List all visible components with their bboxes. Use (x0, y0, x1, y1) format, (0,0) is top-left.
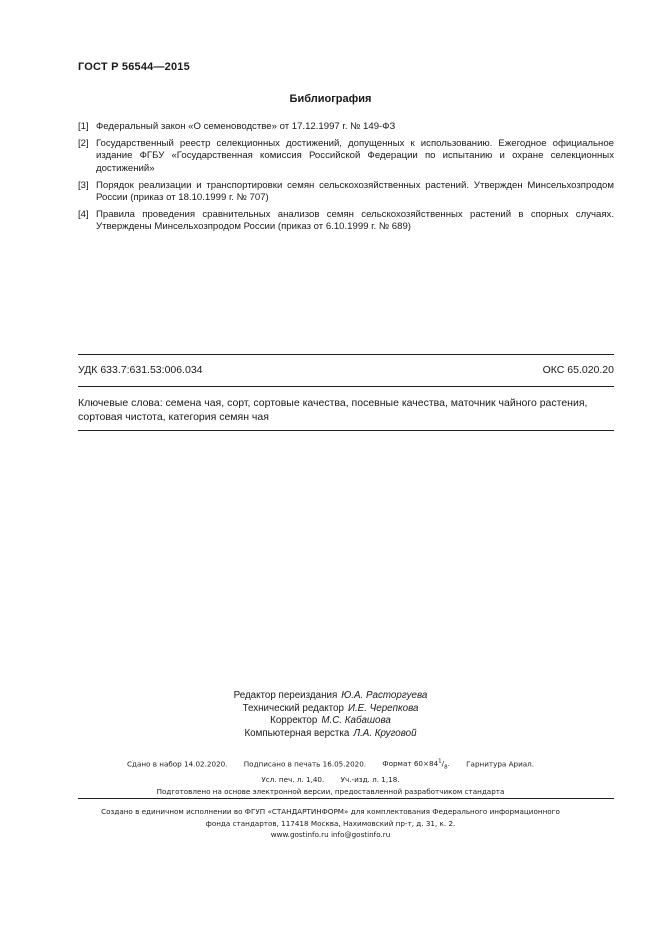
editor-name: М.С. Кабашова (321, 715, 391, 727)
divider-middle (78, 386, 614, 387)
keywords: Ключевые слова: семена чая, сорт, сортовые качества, посевные качества, маточник чайного растения, сортовая чистота, категория семян чая (78, 397, 588, 423)
editor-line (0, 728, 661, 741)
paper-format-text: Формат 60×84 (382, 759, 439, 769)
imprint-line-2 (0, 774, 661, 786)
editor-role: Компьютерная верстка (244, 727, 350, 739)
editor-role: Технический редактор (242, 702, 344, 714)
bibliography-item-text: Государственный реестр селекционных достижений, допущенных к использованию. Ежегодное официальное издание ФГБУ «Государственная комиссия Российской Федерации по испытанию и охране селекционных достижений» (96, 138, 614, 174)
typeface: Гарнитура Ариал. (466, 759, 535, 769)
paper-format-denominator: 8 (444, 764, 448, 771)
footer-contacts (0, 829, 661, 841)
document-code: ГОСТ Р 56544—2015 (78, 61, 190, 73)
bibliography-item (78, 121, 614, 133)
bibliography-item-text: Порядок реализации и транспортировки семян сельскохозяйственных растений. Утвержден Минсельхозпродом России (приказ от 18.10.1999 г. № 707) (96, 179, 614, 204)
divider-bottom (78, 430, 614, 431)
editor-role: Редактор переиздания (233, 690, 338, 701)
editor-role: Корректор (270, 715, 318, 727)
bibliography-item-number: [1] (78, 121, 89, 132)
footer-line-2: фонда стандартов, 117418 Москва, Нахимовский пр-т, д. 31, к. 2. (205, 818, 456, 828)
bibliography-list (78, 121, 614, 239)
bibliography-item-number: [3] (78, 179, 89, 191)
submitted-date: Сдано в набор 14.02.2020. (126, 759, 228, 769)
oks-code: ОКС 65.020.20 (542, 364, 614, 376)
bibliography-item-number: [4] (78, 209, 89, 221)
bibliography-item (78, 180, 614, 204)
editor-line (0, 690, 661, 703)
website-link[interactable]: www.gostinfo.ru (270, 830, 329, 839)
imprint-block (0, 756, 661, 798)
udk-code: УДК 633.7:631.53:006.034 (78, 364, 203, 376)
imprint-line-1 (0, 756, 661, 774)
footer-line-1: Создано в единичном исполнении во ФГУП «СТАНДАРТИНФОРМ» для комплектования Федерального информационного (101, 807, 560, 816)
editor-name: Ю.А. Расторгуева (341, 690, 428, 701)
editor-line (0, 715, 661, 728)
paper-format-numerator: 1 (438, 759, 442, 765)
print-sheets: Усл. печ. л. 1,40. (261, 775, 325, 785)
divider-top (78, 354, 614, 355)
bibliography-item (78, 138, 614, 175)
bibliography-item-text: Правила проведения сравнительных анализов семян сельскохозяйственных растений в спорных случаях. Утверждены Минсельхозпродом России (приказ от 6.10.1999 г. № 689) (96, 209, 614, 233)
editor-name: И.Е. Черепкова (347, 702, 419, 714)
footer-block (0, 806, 661, 841)
publisher-sheets: Уч.-изд. л. 1,18. (340, 775, 400, 785)
editor-name: Л.А. Круговой (353, 727, 417, 739)
paper-format: Формат $60\times 84^1/_8$. (382, 759, 450, 771)
bibliography-title: Библиография (289, 93, 372, 105)
signed-date: Подписано в печать 16.05.2020. (243, 759, 367, 769)
bibliography-item-text: Федеральный закон «О семеноводстве» от 17.12.1997 г. № 149-ФЗ (96, 121, 396, 132)
editors-block (0, 690, 661, 740)
imprint-prepared: Подготовлено на основе электронной версии, предоставленной разработчиком стандарта (156, 787, 505, 797)
bibliography-item (78, 209, 614, 233)
email-link[interactable]: info@gostinfo.ru (330, 830, 391, 839)
classification-row (78, 364, 614, 376)
divider-footer (78, 798, 614, 799)
editor-line (0, 703, 661, 716)
bibliography-item-number: [2] (78, 138, 89, 150)
